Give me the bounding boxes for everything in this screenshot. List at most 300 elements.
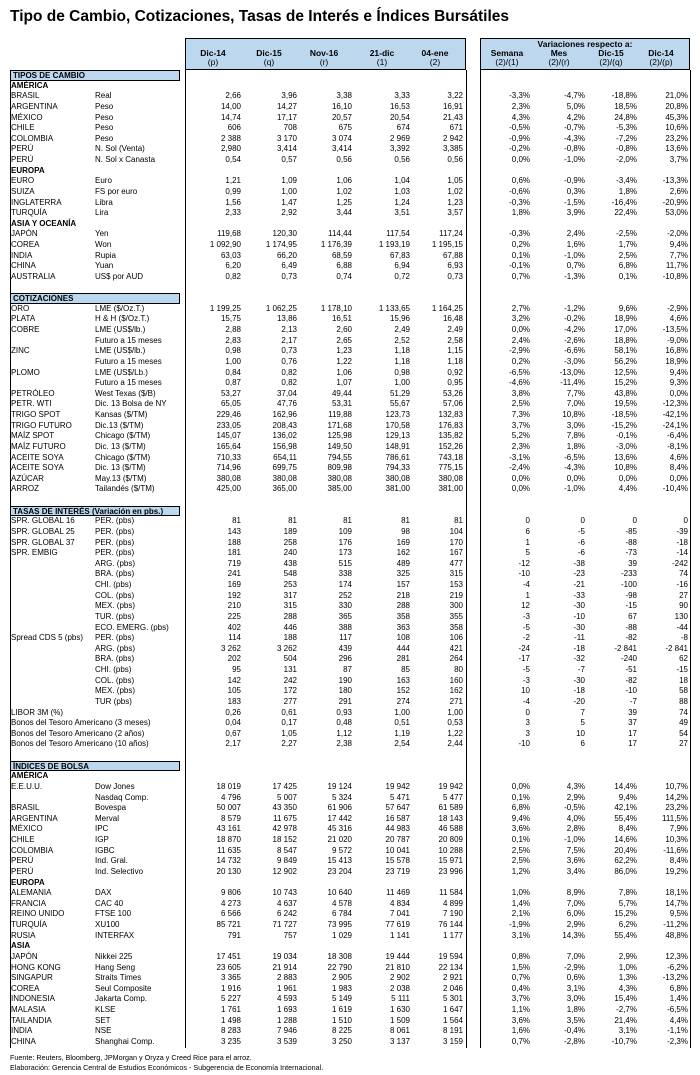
row-value: 233,05	[216, 420, 241, 430]
row-value: 17 425	[272, 781, 297, 791]
row-value: 3,6%	[511, 1015, 530, 1025]
row-value: 4,3%	[618, 983, 637, 993]
row-value: 1,06	[336, 367, 352, 377]
row-name: ACEITE SOYA	[11, 452, 64, 462]
row-value: 0	[525, 707, 530, 717]
row-value: 338	[338, 569, 352, 579]
row-value: 3 365	[220, 973, 241, 983]
row-value: -17	[518, 654, 530, 664]
row-value: 1,2%	[511, 866, 530, 876]
row-unit: LME (US$/lb.)	[95, 325, 146, 334]
row-value: 385,00	[327, 484, 352, 494]
row-value: 1,6%	[566, 240, 585, 249]
row-value: -30	[573, 601, 585, 611]
row-value: 477	[449, 558, 463, 568]
row-value: -6,4%	[667, 431, 688, 441]
row-value: 39	[628, 558, 637, 568]
row-value: 0,54	[225, 155, 241, 164]
row-value: 169	[227, 580, 241, 589]
row-value: 6,0%	[566, 909, 585, 919]
row-value: 14,7%	[665, 898, 688, 908]
row-value: -18	[573, 686, 585, 696]
row-value: 3,8%	[511, 388, 530, 398]
table-row	[0, 644, 700, 655]
row-value: 56,2%	[614, 356, 637, 366]
row-value: 2 388	[220, 133, 241, 143]
table-row	[0, 824, 700, 835]
row-value: 0,7%	[511, 973, 530, 983]
row-value: 22 790	[327, 962, 352, 972]
row-value: 81	[454, 516, 463, 526]
row-value: 381,00	[385, 484, 410, 494]
section-header	[0, 506, 700, 517]
row-unit: Kansas ($/TM)	[95, 410, 148, 419]
header-col-label: 21-dic	[369, 48, 395, 58]
group-header	[0, 166, 700, 177]
table-row	[0, 963, 700, 974]
row-value: -3,0%	[616, 441, 637, 451]
row-value: 14,3%	[562, 930, 585, 940]
row-unit: Yen	[95, 229, 109, 239]
table-row	[0, 835, 700, 846]
row-value: -0,4%	[564, 1026, 585, 1036]
row-value: 4 637	[276, 898, 297, 908]
row-value: 2 038	[389, 983, 410, 993]
row-value: 757	[283, 930, 297, 940]
row-value: -38	[573, 558, 585, 568]
row-value: 14,27	[276, 101, 297, 111]
row-value: 43,8%	[614, 388, 637, 398]
row-value: 0,87	[225, 378, 241, 388]
row-value: 162	[449, 686, 463, 696]
row-name: INGLATERRA	[11, 197, 62, 207]
row-value: 3,392	[389, 144, 410, 154]
row-value: 1,18	[394, 346, 410, 356]
row-value: 10,6%	[665, 123, 688, 133]
row-value: 188	[227, 537, 241, 547]
row-value: 438	[283, 558, 297, 568]
row-value: 1,04	[394, 176, 410, 186]
table-row	[0, 559, 700, 570]
row-value: 1 961	[276, 983, 297, 993]
row-value: -82	[625, 675, 637, 685]
row-value: 114	[228, 633, 241, 643]
table-row	[0, 187, 700, 198]
row-value: 119,88	[328, 410, 352, 419]
group-title: ASIA	[11, 941, 31, 951]
row-value: 8,4%	[669, 463, 688, 473]
row-value: 65,05	[220, 399, 241, 409]
row-name: INDIA	[11, 250, 33, 260]
row-value: 9,3%	[669, 378, 688, 388]
row-value: 172	[283, 686, 297, 696]
row-value: 12,5%	[614, 367, 637, 377]
row-value: 7,5%	[566, 845, 585, 855]
row-value: -2,8%	[564, 1036, 585, 1046]
row-value: 7 041	[389, 909, 410, 919]
row-value: 1,6%	[511, 1026, 530, 1036]
row-value: 1 195,15	[431, 240, 463, 249]
table-row	[0, 368, 700, 379]
row-value: 0,98	[394, 367, 410, 377]
header-col-5	[480, 49, 534, 67]
row-value: 1 141	[389, 930, 410, 940]
row-value: 1,15	[447, 346, 463, 356]
row-value: 8 579	[220, 813, 241, 823]
row-name: EURO	[11, 176, 35, 186]
row-value: -2,9%	[509, 346, 530, 356]
row-value: 39	[628, 707, 637, 717]
row-value: 5	[525, 548, 530, 558]
row-name: BRASIL	[11, 91, 40, 101]
row-value: 19 942	[385, 781, 410, 791]
row-value: -21	[573, 580, 585, 589]
row-value: 2 942	[442, 133, 463, 143]
row-value: 15,75	[220, 314, 241, 324]
row-value: 9,4%	[669, 240, 688, 249]
row-unit: Yuan	[95, 261, 114, 271]
row-value: -9,0%	[667, 335, 688, 345]
row-name: JAPÓN	[11, 951, 38, 961]
row-unit: LME (US$/Lb.)	[95, 367, 148, 377]
row-value: 5 324	[331, 792, 352, 802]
row-unit: INTERFAX	[95, 930, 135, 940]
row-value: 1,09	[281, 176, 297, 186]
row-value: -33	[573, 590, 585, 600]
row-value: 14 732	[216, 856, 241, 866]
row-unit: Futuro a 15 meses	[95, 378, 162, 388]
header-col-label: Dic-14	[648, 48, 674, 58]
table-row	[0, 474, 700, 485]
row-value: 3,38	[336, 91, 352, 101]
row-value: 1 177	[442, 930, 463, 940]
header-col-sub: (2)/(q)	[599, 57, 623, 67]
row-value: 76 144	[438, 920, 463, 929]
row-name: AUSTRALIA	[11, 271, 56, 281]
row-value: -24,1%	[662, 420, 688, 430]
row-value: 16,91	[442, 101, 463, 111]
header-col-label: Dic-14	[200, 48, 226, 58]
table-row	[0, 729, 700, 740]
row-value: 1,05	[281, 728, 297, 738]
row-name: ACEITE SOYA	[11, 463, 64, 473]
row-value: 274	[396, 696, 410, 706]
row-value: -6,2%	[667, 962, 688, 972]
header-col-6	[532, 49, 586, 67]
row-value: 4 578	[331, 898, 352, 908]
row-value: 4 796	[220, 792, 241, 802]
row-value: 4,4%	[669, 1015, 688, 1025]
row-value: 90	[679, 601, 688, 611]
table-row	[0, 676, 700, 687]
row-name: PERÚ	[11, 144, 34, 154]
row-value: 0,7%	[566, 261, 585, 271]
row-value: 1,00	[225, 356, 241, 366]
row-value: 7,0%	[566, 399, 585, 409]
row-value: 55,67	[389, 399, 410, 409]
row-name: E.E.U.U.	[11, 781, 43, 791]
row-name: AZÚCAR	[11, 473, 44, 483]
row-value: 240	[283, 548, 297, 558]
row-name: SPR. GLOBAL 37	[11, 537, 75, 547]
row-value: 2,4%	[566, 229, 585, 239]
row-value: 20 809	[438, 835, 463, 844]
row-name: ZINC	[11, 346, 30, 356]
row-value: 4 899	[442, 898, 463, 908]
row-value: -0,1%	[509, 261, 530, 271]
row-unit: N. Sol (Venta)	[95, 144, 145, 154]
table-row	[0, 229, 700, 240]
row-name: INDONESIA	[11, 994, 56, 1004]
row-value: 0,0%	[669, 388, 688, 398]
row-value: 117,54	[386, 229, 410, 239]
row-value: 0,57	[281, 155, 297, 164]
row-value: 355	[449, 611, 463, 621]
row-unit: H & H ($/Oz.T.)	[95, 314, 150, 324]
row-value: 9 572	[331, 845, 352, 855]
row-value: 365	[338, 611, 352, 621]
row-value: 3,414	[276, 144, 297, 154]
row-value: -10,8%	[662, 271, 688, 281]
row-value: 6	[580, 739, 585, 749]
row-value: 44 983	[385, 824, 410, 834]
row-value: 6,8%	[618, 261, 637, 271]
row-unit: FS por euro	[95, 186, 138, 196]
row-name: JAPÓN	[11, 229, 38, 239]
row-value: 180	[338, 686, 352, 696]
row-value: 53,27	[220, 388, 241, 398]
row-value: 11 584	[439, 888, 463, 898]
row-value: 0,92	[447, 367, 463, 377]
row-value: 170,58	[385, 420, 410, 430]
row-value: 3,414	[331, 144, 352, 154]
row-value: -7,2%	[616, 133, 637, 143]
row-value: 16 587	[385, 813, 410, 823]
row-value: 15,4%	[614, 994, 637, 1004]
table-row	[0, 399, 700, 410]
row-value: -8	[680, 633, 688, 643]
header-col-2	[297, 49, 351, 67]
row-value: 49	[679, 718, 688, 728]
table-header	[0, 38, 700, 70]
row-value: 19 444	[385, 951, 410, 961]
row-unit: Dic. 13 ($/TM)	[95, 463, 146, 473]
table-row	[0, 251, 700, 262]
row-value: -0,1%	[616, 431, 637, 441]
row-value: 53,31	[331, 399, 352, 409]
row-value: 53,0%	[665, 208, 688, 218]
row-value: 10,7%	[665, 781, 688, 791]
row-value: 0,95	[447, 378, 463, 388]
row-unit: Peso	[95, 101, 114, 111]
row-value: 7 946	[276, 1026, 297, 1036]
row-value: 363	[396, 622, 410, 632]
row-name: Bonos del Tesoro Americano (3 meses)	[11, 718, 151, 728]
row-value: 47,76	[276, 399, 297, 409]
row-value: -1,9%	[509, 920, 530, 929]
row-unit: Peso	[95, 123, 114, 133]
row-value: 13,6%	[614, 452, 637, 462]
row-value: 1 916	[220, 983, 241, 993]
row-value: 7,8%	[566, 431, 585, 441]
table-row	[0, 389, 700, 400]
row-value: -4,2%	[564, 325, 585, 334]
row-value: 0,98	[225, 346, 241, 356]
row-value: -2,0%	[667, 229, 688, 239]
group-header	[0, 81, 700, 92]
row-value: 13,6%	[665, 144, 688, 154]
row-value: 15 578	[385, 856, 410, 866]
row-value: 425,00	[216, 484, 241, 494]
row-value: 19 034	[272, 951, 297, 961]
row-name: INDIA	[11, 1026, 33, 1036]
row-value: 1,47	[281, 197, 297, 207]
row-value: 55,4%	[614, 930, 637, 940]
row-name: PERÚ	[11, 866, 34, 876]
row-value: 188	[283, 633, 297, 643]
row-value: 2,5%	[511, 856, 530, 866]
row-value: -242	[671, 558, 688, 568]
row-unit: CHI. (pbs)	[95, 580, 132, 589]
group-title: ASIA Y OCEANÍA	[11, 218, 77, 228]
row-name: CHINA	[11, 1036, 36, 1046]
table-row	[0, 793, 700, 804]
row-value: 81	[401, 516, 410, 526]
row-value: 3,0%	[566, 420, 585, 430]
table-row	[0, 484, 700, 495]
row-value: 37,04	[276, 388, 297, 398]
table-row	[0, 856, 700, 867]
row-value: 1 647	[442, 1005, 463, 1014]
row-value: 190	[338, 675, 352, 685]
row-value: 2,5%	[511, 399, 530, 409]
row-unit: Libra	[95, 197, 113, 207]
row-value: 1,22	[447, 728, 463, 738]
row-value: 3,7%	[511, 994, 530, 1004]
row-value: 0,17	[281, 718, 297, 728]
row-value: -6	[577, 548, 585, 558]
row-value: 699,75	[272, 463, 297, 473]
row-value: 1 174,95	[265, 240, 297, 249]
row-value: 8,4%	[618, 824, 637, 834]
row-value: 10	[521, 686, 530, 696]
row-value: 1,24	[394, 197, 410, 207]
row-value: 2,9%	[618, 951, 637, 961]
table-row	[0, 378, 700, 389]
row-unit: CHI. (pbs)	[95, 665, 132, 674]
row-value: 0,2%	[511, 356, 530, 366]
row-value: -30	[573, 622, 585, 632]
row-value: 8 225	[331, 1026, 352, 1036]
row-value: 7,7%	[566, 388, 585, 398]
row-value: 1,4%	[669, 994, 688, 1004]
row-name: LIBOR 3M (%)	[11, 707, 64, 717]
row-value: 15,2%	[614, 909, 637, 919]
row-value: 444	[396, 643, 410, 653]
table-row	[0, 591, 700, 602]
row-value: 5 007	[276, 792, 297, 802]
row-unit: Hang Seng	[95, 962, 136, 972]
section-title: TIPOS DE CAMBIO	[10, 70, 180, 81]
row-value: 165,64	[216, 441, 241, 451]
row-unit: PER. (pbs)	[95, 548, 135, 558]
row-value: 3,1%	[511, 930, 530, 940]
header-col-label: 04-ene	[421, 48, 449, 58]
row-value: -2 841	[665, 643, 688, 653]
row-value: 1,8%	[511, 208, 530, 218]
table-row	[0, 994, 700, 1005]
row-value: 23 204	[327, 866, 352, 876]
row-value: 0,82	[225, 271, 241, 281]
row-value: 18,5%	[614, 101, 637, 111]
row-value: 18 870	[216, 835, 241, 844]
row-value: -4	[522, 696, 530, 706]
row-value: 54	[679, 728, 688, 738]
row-value: 218	[396, 590, 410, 600]
row-value: -1,2%	[564, 303, 585, 313]
row-value: -4,3%	[564, 463, 585, 473]
row-value: 23 996	[438, 866, 463, 876]
row-unit: Seul Composite	[95, 983, 152, 993]
row-value: 6 566	[220, 909, 241, 919]
row-value: 0,76	[281, 356, 297, 366]
row-value: 1,8%	[566, 1005, 585, 1014]
row-value: -4	[522, 580, 530, 589]
row-value: 2,60	[336, 325, 352, 334]
row-value: 105	[227, 686, 241, 696]
row-name: SPR. GLOBAL 16	[11, 516, 75, 526]
row-value: 0,0%	[511, 484, 530, 494]
row-value: -13,3%	[662, 176, 688, 186]
row-value: 85	[401, 665, 410, 674]
row-value: 708	[283, 123, 297, 133]
row-unit: LME ($/Oz.T.)	[95, 303, 145, 313]
row-value: 37	[628, 718, 637, 728]
row-value: 6,94	[394, 261, 410, 271]
row-value: -39	[676, 526, 688, 536]
row-value: 27	[679, 739, 688, 749]
row-name: TURQUÍA	[11, 208, 47, 218]
row-value: -0,3%	[509, 229, 530, 239]
row-value: 1 176,39	[320, 240, 352, 249]
row-value: 73 995	[327, 920, 352, 929]
row-value: -6,5%	[509, 367, 530, 377]
row-value: 1,4%	[511, 898, 530, 908]
row-name: MÉXICO	[11, 112, 43, 122]
row-value: 3,51	[394, 208, 410, 218]
row-value: -42,1%	[662, 410, 688, 419]
row-value: 125,98	[327, 431, 352, 441]
row-value: 5	[580, 718, 585, 728]
row-value: 10,8%	[614, 463, 637, 473]
row-value: 18,9%	[665, 356, 688, 366]
row-value: 68,59	[331, 250, 352, 260]
table-row	[0, 431, 700, 442]
row-value: 81	[232, 516, 241, 526]
row-value: 2,83	[225, 335, 241, 345]
table-row	[0, 442, 700, 453]
row-value: 80	[454, 665, 463, 674]
row-value: 7 190	[442, 909, 463, 919]
row-value: 0,1%	[618, 271, 637, 281]
row-unit: PER. (pbs)	[95, 526, 135, 536]
row-value: 794,33	[385, 463, 410, 473]
table-row	[0, 421, 700, 432]
row-value: 14,2%	[665, 792, 688, 802]
row-value: 5 111	[391, 994, 410, 1004]
row-value: 0,1%	[511, 250, 530, 260]
row-value: 9,4%	[511, 813, 530, 823]
